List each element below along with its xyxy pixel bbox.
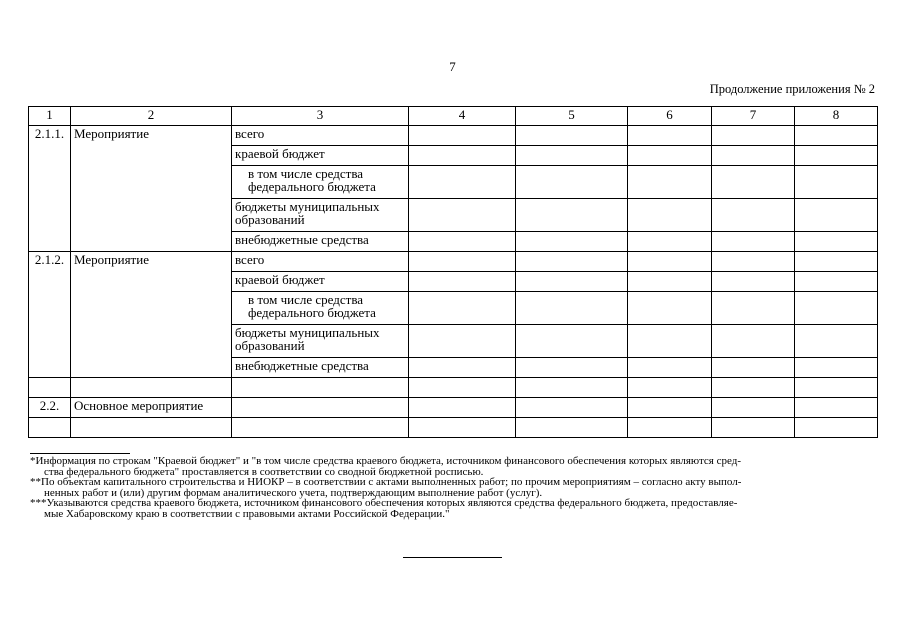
- table-cell: [712, 252, 795, 272]
- table-cell: [795, 292, 878, 325]
- table-cell: [712, 325, 795, 358]
- column-header: 5: [516, 107, 628, 126]
- row-number: 2.1.1.: [29, 126, 71, 252]
- measure-title: Основное мероприятие: [71, 398, 232, 418]
- table-row: [29, 378, 878, 398]
- table-cell: [516, 325, 628, 358]
- table-cell: [795, 325, 878, 358]
- table-cell: [409, 146, 516, 166]
- table-cell: [795, 378, 878, 398]
- table-cell: [29, 378, 71, 398]
- table-cell: [516, 398, 628, 418]
- table-cell: [628, 146, 712, 166]
- table-cell: [795, 252, 878, 272]
- funding-source: в том числе средства федерального бюджета: [232, 292, 409, 325]
- footnotes: [30, 456, 876, 519]
- column-header: 4: [409, 107, 516, 126]
- page-number: 7: [449, 59, 456, 74]
- funding-source: всего: [232, 252, 409, 272]
- funding-source: всего: [232, 126, 409, 146]
- table-cell: [712, 358, 795, 378]
- table-cell: [628, 418, 712, 438]
- footnote-text: **По объектам капитального строительства и НИОКР – в соответствии с актами выполненных работ; по прочим мероприятиям – согласно акту выпол-: [30, 476, 742, 488]
- footnote-2: [30, 477, 876, 498]
- table-cell: [516, 166, 628, 199]
- table-cell: [795, 358, 878, 378]
- table-cell: [712, 232, 795, 252]
- table-cell: [712, 126, 795, 146]
- column-header: 8: [795, 107, 878, 126]
- table-cell: [628, 252, 712, 272]
- footnote-text: ства федерального бюджета" проставляется в соответствии со сводной бюджетной росписью.: [44, 465, 484, 478]
- table-cell: [628, 325, 712, 358]
- table-cell: [795, 398, 878, 418]
- footnote-text: ненных работ и (или) другим формам аналитического учета, подтверждающим выполнение работ (услуг).: [44, 486, 543, 499]
- column-header: 6: [628, 107, 712, 126]
- table-cell: [232, 398, 409, 418]
- table-cell: [409, 398, 516, 418]
- funding-source: бюджеты муниципальных образований: [232, 325, 409, 358]
- table-cell: [409, 378, 516, 398]
- row-number: 2.2.: [29, 398, 71, 418]
- footnote-text: мые Хабаровскому краю в соответствии с правовыми актами Российской Федерации.": [44, 507, 450, 520]
- table-cell: [795, 199, 878, 232]
- column-header: 3: [232, 107, 409, 126]
- table-cell: [628, 358, 712, 378]
- table-cell: [795, 232, 878, 252]
- table-cell: [628, 292, 712, 325]
- table-cell: [409, 126, 516, 146]
- appendix-continuation-label: Продолжение приложения № 2: [709, 82, 875, 96]
- table-cell: [712, 272, 795, 292]
- table-cell: [628, 232, 712, 252]
- table-cell: [409, 166, 516, 199]
- table-cell: [516, 292, 628, 325]
- table-cell: [795, 146, 878, 166]
- table-cell: [628, 199, 712, 232]
- footnote-1: [30, 456, 876, 477]
- table-cell: [516, 378, 628, 398]
- table-cell: [712, 378, 795, 398]
- table-cell: [628, 398, 712, 418]
- measure-title: Мероприятие: [71, 126, 232, 252]
- funding-source: краевой бюджет: [232, 146, 409, 166]
- footnote-text: *Информация по строкам "Краевой бюджет" и "в том числе средства краевого бюджета, источником финансового обеспечения которых являются сред-: [30, 455, 741, 467]
- table-cell: [516, 146, 628, 166]
- table-cell: [409, 358, 516, 378]
- table-cell: [232, 418, 409, 438]
- budget-table: [28, 106, 878, 438]
- table-cell: [71, 378, 232, 398]
- table-cell: [628, 166, 712, 199]
- table-cell: [516, 232, 628, 252]
- column-header: 1: [29, 107, 71, 126]
- funding-source: в том числе средства федерального бюджета: [232, 166, 409, 199]
- row-number: 2.1.2.: [29, 252, 71, 378]
- funding-source: внебюджетные средства: [232, 232, 409, 252]
- table-cell: [409, 252, 516, 272]
- table-cell: [409, 199, 516, 232]
- footnote-text: ***Указываются средства краевого бюджета, источником финансового обеспечения которых являются средства федерального бюджета, предоставляе-: [30, 497, 738, 509]
- table-cell: [516, 126, 628, 146]
- end-of-document-line: [403, 557, 502, 558]
- table-row: [29, 252, 878, 272]
- table-header-row: [29, 107, 878, 126]
- measure-title: Мероприятие: [71, 252, 232, 378]
- table-cell: [795, 418, 878, 438]
- table-cell: [516, 252, 628, 272]
- table-cell: [409, 232, 516, 252]
- table-cell: [409, 272, 516, 292]
- table-row: [29, 126, 878, 146]
- footnote-3: [30, 498, 876, 519]
- table-cell: [712, 418, 795, 438]
- table-row: [29, 418, 878, 438]
- table-row: [29, 398, 878, 418]
- table-cell: [712, 166, 795, 199]
- table-cell: [712, 199, 795, 232]
- table-cell: [71, 418, 232, 438]
- table-cell: [516, 418, 628, 438]
- table-cell: [409, 418, 516, 438]
- column-header: 7: [712, 107, 795, 126]
- table-cell: [628, 126, 712, 146]
- table-cell: [628, 378, 712, 398]
- funding-source: бюджеты муниципальных образований: [232, 199, 409, 232]
- table-cell: [795, 126, 878, 146]
- column-header: 2: [71, 107, 232, 126]
- table-cell: [516, 199, 628, 232]
- funding-source: внебюджетные средства: [232, 358, 409, 378]
- footnote-separator: [30, 453, 130, 454]
- table-cell: [409, 325, 516, 358]
- funding-source: краевой бюджет: [232, 272, 409, 292]
- table-cell: [795, 166, 878, 199]
- table-cell: [712, 292, 795, 325]
- table-cell: [516, 272, 628, 292]
- table-cell: [795, 272, 878, 292]
- table-cell: [712, 146, 795, 166]
- table-cell: [409, 292, 516, 325]
- table-cell: [29, 418, 71, 438]
- table-cell: [516, 358, 628, 378]
- table-cell: [628, 272, 712, 292]
- table-cell: [712, 398, 795, 418]
- table-cell: [232, 378, 409, 398]
